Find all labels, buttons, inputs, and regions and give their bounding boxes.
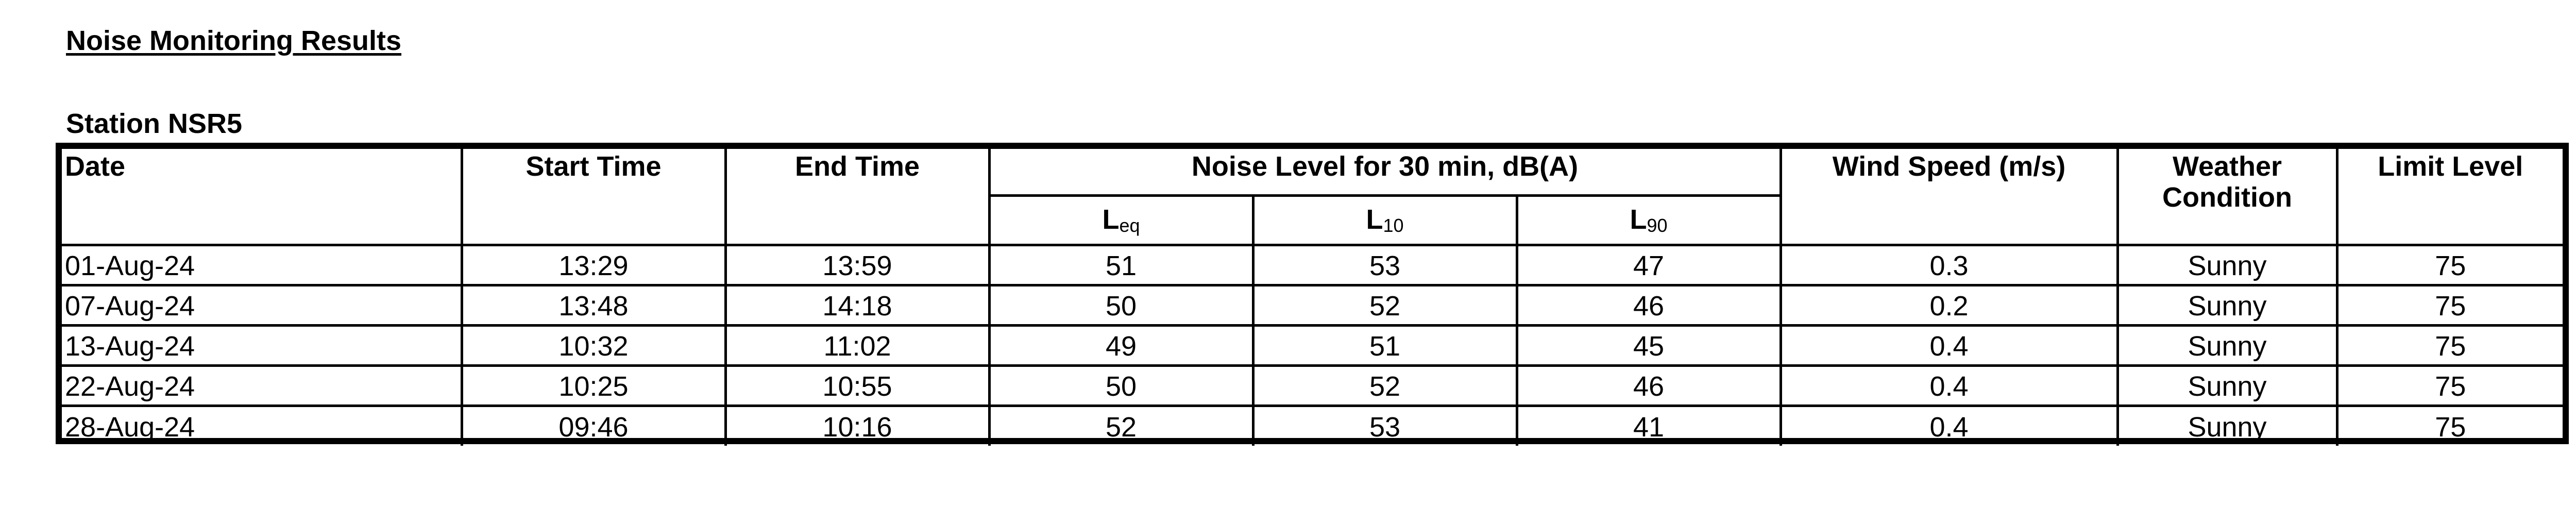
cell-weather: Sunny bbox=[2117, 245, 2337, 285]
results-table-frame bbox=[56, 143, 2569, 444]
header-start-time: Start Time bbox=[462, 149, 725, 245]
cell-l10: 53 bbox=[1253, 406, 1517, 446]
header-limit-level: Limit Level bbox=[2337, 149, 2563, 245]
cell-limit-level: 75 bbox=[2337, 406, 2563, 446]
station-label: Station NSR5 bbox=[66, 108, 243, 139]
results-table bbox=[62, 149, 2563, 446]
table-row bbox=[62, 245, 2563, 285]
cell-l90: 46 bbox=[1517, 365, 1781, 406]
cell-date: 22-Aug-24 bbox=[62, 365, 462, 406]
cell-leq: 51 bbox=[989, 245, 1253, 285]
cell-leq: 50 bbox=[989, 365, 1253, 406]
cell-leq: 50 bbox=[989, 285, 1253, 325]
cell-start-time: 10:25 bbox=[462, 365, 725, 406]
cell-start-time: 09:46 bbox=[462, 406, 725, 446]
cell-start-time: 13:29 bbox=[462, 245, 725, 285]
header-wind-speed: Wind Speed (m/s) bbox=[1781, 149, 2117, 245]
cell-end-time: 10:16 bbox=[725, 406, 989, 446]
header-date: Date bbox=[62, 149, 462, 245]
cell-wind-speed: 0.4 bbox=[1781, 365, 2117, 406]
table-row bbox=[62, 285, 2563, 325]
cell-l90: 46 bbox=[1517, 285, 1781, 325]
cell-wind-speed: 0.2 bbox=[1781, 285, 2117, 325]
cell-l10: 52 bbox=[1253, 285, 1517, 325]
cell-wind-speed: 0.4 bbox=[1781, 325, 2117, 365]
cell-limit-level: 75 bbox=[2337, 365, 2563, 406]
header-l90-base: L bbox=[1630, 204, 1647, 235]
header-l10-base: L bbox=[1366, 204, 1383, 235]
cell-limit-level: 75 bbox=[2337, 325, 2563, 365]
table-row bbox=[62, 365, 2563, 406]
cell-l10: 53 bbox=[1253, 245, 1517, 285]
cell-end-time: 14:18 bbox=[725, 285, 989, 325]
cell-date: 28-Aug-24 bbox=[62, 406, 462, 446]
table-header-row bbox=[62, 149, 2563, 195]
cell-l90: 47 bbox=[1517, 245, 1781, 285]
header-weather-condition: Weather Condition bbox=[2117, 149, 2337, 245]
cell-leq: 52 bbox=[989, 406, 1253, 446]
cell-weather: Sunny bbox=[2117, 325, 2337, 365]
header-l10-sub: 10 bbox=[1383, 214, 1404, 236]
cell-leq: 49 bbox=[989, 325, 1253, 365]
cell-weather: Sunny bbox=[2117, 406, 2337, 446]
header-leq bbox=[989, 195, 1253, 245]
cell-limit-level: 75 bbox=[2337, 245, 2563, 285]
cell-limit-level: 75 bbox=[2337, 285, 2563, 325]
cell-l90: 41 bbox=[1517, 406, 1781, 446]
cell-end-time: 11:02 bbox=[725, 325, 989, 365]
header-leq-base: L bbox=[1102, 204, 1120, 235]
cell-end-time: 10:55 bbox=[725, 365, 989, 406]
cell-date: 01-Aug-24 bbox=[62, 245, 462, 285]
header-l90 bbox=[1517, 195, 1781, 245]
header-end-time: End Time bbox=[725, 149, 989, 245]
cell-start-time: 10:32 bbox=[462, 325, 725, 365]
cell-wind-speed: 0.4 bbox=[1781, 406, 2117, 446]
cell-start-time: 13:48 bbox=[462, 285, 725, 325]
page-title: Noise Monitoring Results bbox=[66, 25, 402, 56]
cell-date: 13-Aug-24 bbox=[62, 325, 462, 365]
header-l90-sub: 90 bbox=[1647, 214, 1668, 236]
cell-date: 07-Aug-24 bbox=[62, 285, 462, 325]
cell-l90: 45 bbox=[1517, 325, 1781, 365]
header-leq-sub: eq bbox=[1119, 214, 1140, 236]
cell-l10: 52 bbox=[1253, 365, 1517, 406]
header-noise-level-group: Noise Level for 30 min, dB(A) bbox=[989, 149, 1781, 195]
table-row bbox=[62, 325, 2563, 365]
header-l10 bbox=[1253, 195, 1517, 245]
cell-wind-speed: 0.3 bbox=[1781, 245, 2117, 285]
cell-end-time: 13:59 bbox=[725, 245, 989, 285]
cell-weather: Sunny bbox=[2117, 365, 2337, 406]
table-row bbox=[62, 406, 2563, 446]
cell-weather: Sunny bbox=[2117, 285, 2337, 325]
cell-l10: 51 bbox=[1253, 325, 1517, 365]
